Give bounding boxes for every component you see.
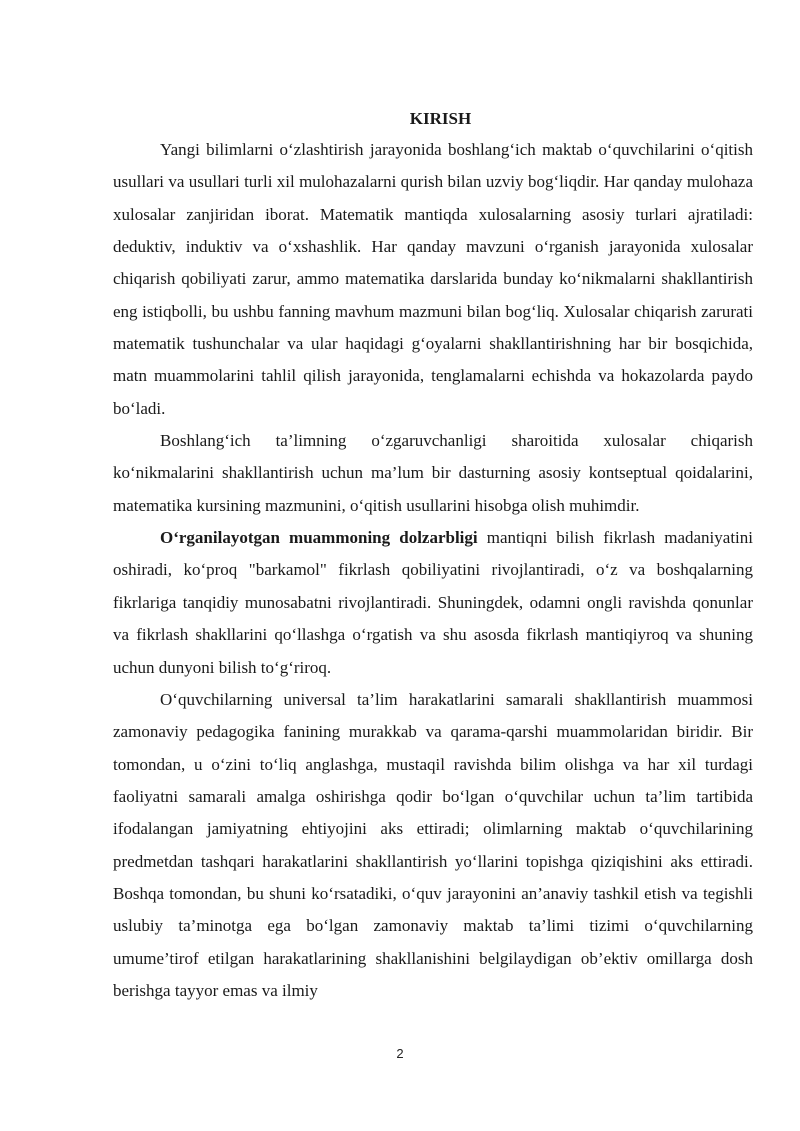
page-number: 2 [396,1046,404,1061]
section-title: KIRISH [409,109,472,128]
paragraph-4: O‘quvchilarning universal ta’lim harakatlarini samarali shakllantirish muammosi zamonaviy pedagogika fanining murakkab va qarama-qarshi muammolaridan biridir. Bir tomondan, u o‘zini to‘liq anglashga, mustaqil ravishda bilim olishga va har xil turdagi faoliyatni samarali amalga oshirishga qodir bo‘lgan o‘quvchilar uchun ta’lim tartibida ifodalangan jamiyatning ehtiyojini aks ettiradi; olimlarning maktab o‘quvchilarining predmetdan tashqari harakatlarini shakllantirish yo‘llarini topishga qiziqishini aks ettiradi. Boshqa tomondan, bu shuni ko‘rsatadiki, o‘quv jarayonini an’anaviy tashkil etish va tegishli uslubiy ta’minotga ega bo‘lgan zamonaviy maktab ta’limi tizimi o‘quvchilarning umume’tirof etilgan harakatlarining shakllanishini belgilaydigan ob’ektiv omillarga dosh berishga tayyor emas va ilmiy [113,689,753,1000]
page-body [113,104,753,1007]
relevance-heading: O‘rganilayotgan muammoning dolzarbligi [160,528,478,548]
paragraph-3 [113,522,753,684]
paragraph-1: Yangi bilimlarni o‘zlashtirish jarayonida boshlang‘ich maktab o‘quvchilarini o‘qitish usullari va usullari turli xil mulohazalarni qurish bilan uzviy bog‘liqdir. Har qanday mulohaza xulosalar zanjiridan iborat. Matematik mantiqda xulosalarning asosiy turlari ajratiladi: deduktiv, induktiv va o‘xshashlik. Har qanday mavzuni o‘rganish jarayonida xulosalar chiqarish qobiliyati zarur, ammo matematika darslarida bunday ko‘nikmalarni shakllantirish eng istiqbolli, bu ushbu fanning mavhum mazmuni bilan bog‘liq. Xulosalar chiqarish zarurati matematik tushunchalar va ular haqidagi g‘oyalarni shakllantirishning har bir bosqichida, matn muammolarini tahlil qilish jarayonida, tenglamalarni echishda va hokazolarda paydo bo‘ladi. [113,140,753,418]
paragraph-3-text: mantiqni bilish fikrlash madaniyatini oshiradi, ko‘proq "barkamol" fikrlash qobiliyatini rivojlantiradi, o‘z va boshqalarning fikrlariga tanqidiy munosabatni rivojlantiradi. Shuningdek, odamni ongli ravishda qonunlar va fikrlash shakllarini qo‘llashga o‘rgatish va shu asosda fikrlash mantiqiyroq va shuning uchun dunyoni bilish to‘g‘riroq. [113,528,753,677]
paragraph-2: Boshlang‘ich ta’limning o‘zgaruvchanligi sharoitida xulosalar chiqarish ko‘nikmalarini shakllantirish uchun ma’lum bir dasturning asosiy kontseptual qoidalarini, matematika kursining mazmunini, o‘qitish usullarini hisobga olish muhimdir. [113,431,753,515]
